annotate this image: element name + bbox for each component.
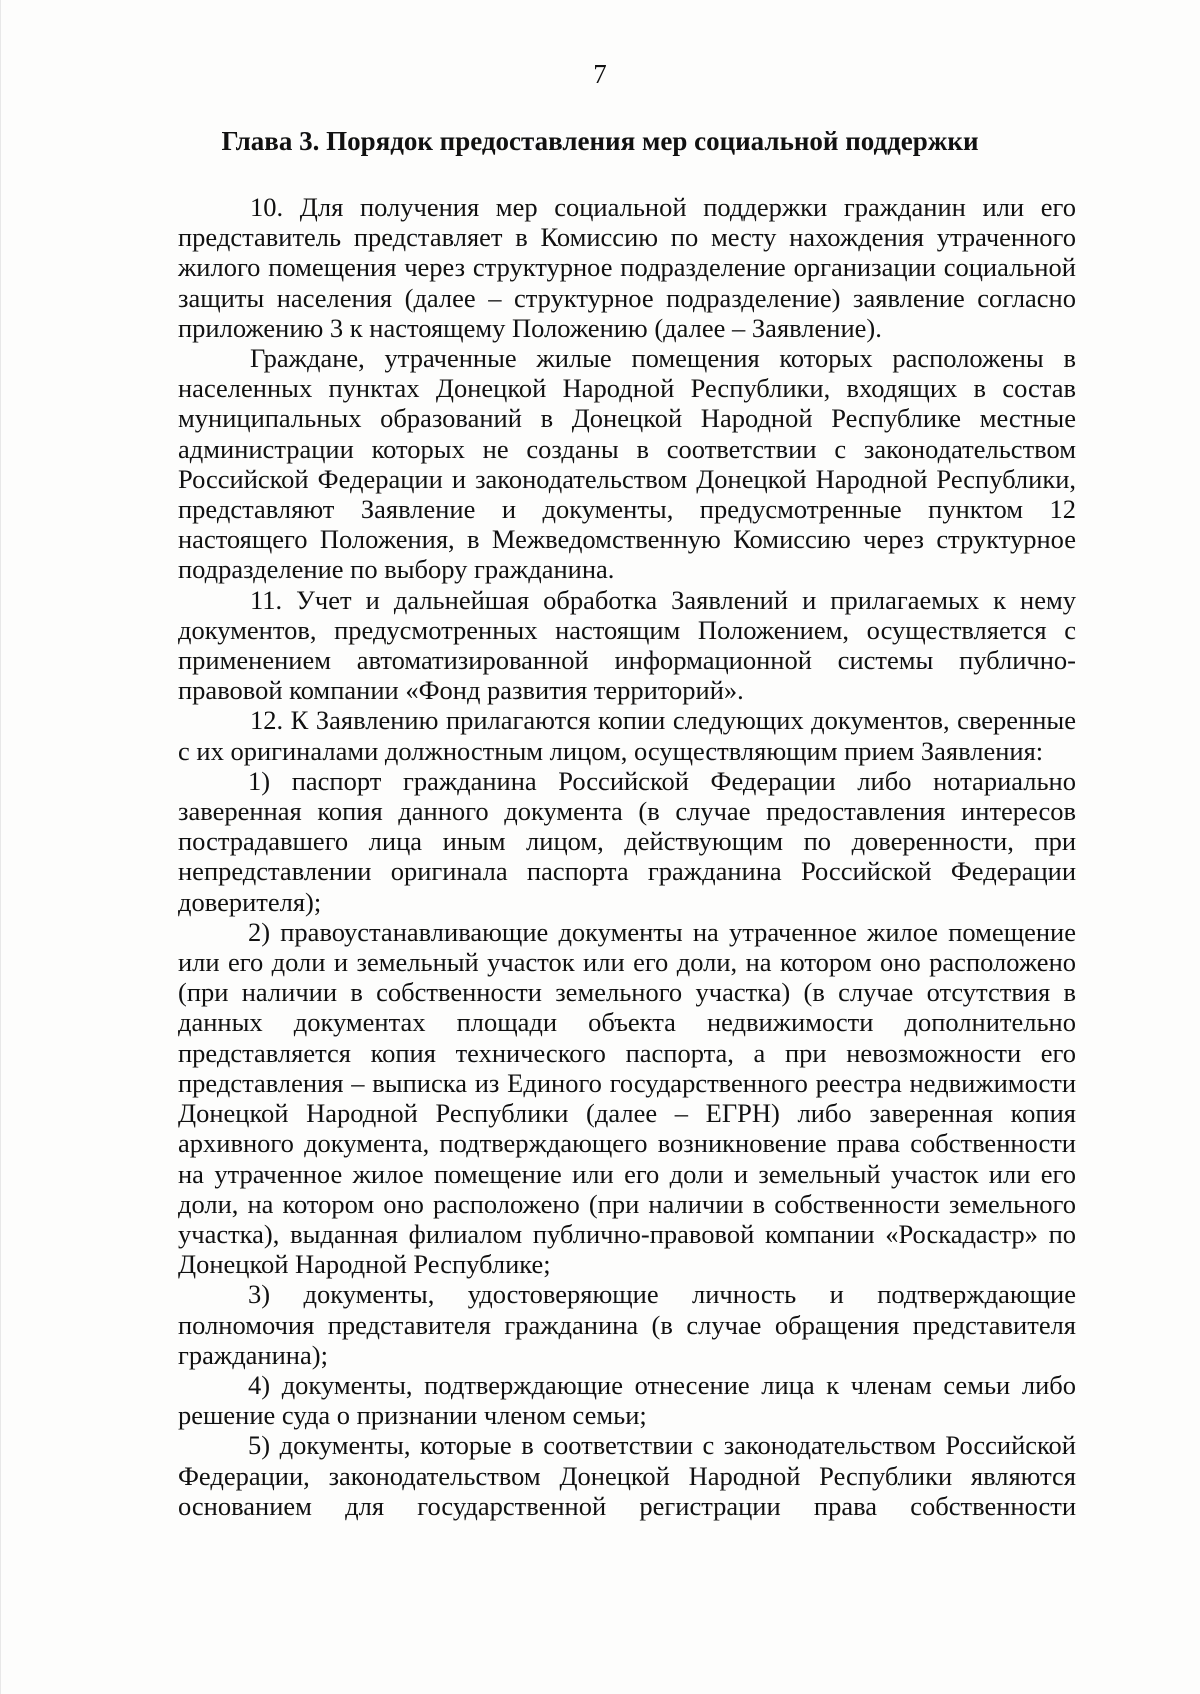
- chapter-title: Глава 3. Порядок предоставления мер социальной поддержки: [221, 126, 979, 156]
- list-item-1-passport: 1) паспорт гражданина Российской Федерации либо нотариально заверенная копия данного документа (в случае предоставления интересов пострадавшего лица иным лицом, действующим по доверенности, при непредставлении оригинала паспорта гражданина Российской Федерации доверителя);: [178, 765, 1076, 917]
- paragraph-item-10: 10. Для получения мер социальной поддержки гражданин или его представитель представляет в Комиссию по месту нахождения утраченного жилого помещения через структурное подразделение организации социальной защиты населения (далее – структурное подразделение) заявление согласно приложению 3 к настоящему Положению (далее – Заявление).: [178, 192, 1076, 343]
- list-item-5-registration-documents: 5) документы, которые в соответствии с законодательством Российской Федерации, законодательством Донецкой Народной Республики являются основанием для государственной регистрации права собственности: [178, 1430, 1076, 1521]
- page-number: 7: [593, 59, 607, 89]
- scan-edge-line: [0, 0, 1, 1694]
- list-item-4-family-documents: 4) документы, подтверждающие отнесение лица к членам семьи либо решение суда о признании членом семьи;: [178, 1369, 1076, 1431]
- paragraph-item-11: 11. Учет и дальнейшая обработка Заявлений и прилагаемых к нему документов, предусмотренных настоящим Положением, осуществляется с применением автоматизированной информационной системы публично-правовой компании «Фонд развития территорий».: [178, 584, 1076, 706]
- paragraph-citizens-interagency: Граждане, утраченные жилые помещения которых расположены в населенных пунктах Донецкой Народной Республики, входящих в состав муниципальных образований в Донецкой Народной Республике местные администрации которых не созданы в соответствии с законодательством Российской Федерации и законодательством Донецкой Народной Республики, представляют Заявление и документы, предусмотренные пунктом 12 настоящего Положения, в Межведомственную Комиссию через структурное подразделение по выбору гражданина.: [178, 343, 1076, 585]
- paragraph-item-12: 12. К Заявлению прилагаются копии следующих документов, сверенные с их оригиналами должностным лицом, осуществляющим прием Заявления:: [178, 705, 1076, 766]
- list-item-3-representative-documents: 3) документы, удостоверяющие личность и подтверждающие полномочия представителя гражданина (в случае обращения представителя гражданина);: [178, 1279, 1076, 1370]
- list-item-2-title-documents: 2) правоустанавливающие документы на утраченное жилое помещение или его доли и земельный участок или его доли, на котором оно расположено (при наличии в собственности земельного участка) (в случае отсутствия в данных документах площади объекта недвижимости дополнительно представляется копия технического паспорта, а при невозможности его представления – выписка из Единого государственного реестра недвижимости Донецкой Народной Республики (далее – ЕГРН) либо заверенная копия архивного документа, подтверждающего возникновение права собственности на утраченное жилое помещение или его доли и земельный участок или его доли, на котором оно расположено (при наличии в собственности земельного участка), выданная филиалом публично-правовой компании «Роскадастр» по Донецкой Народной Республике;: [178, 916, 1076, 1280]
- document-body: [178, 192, 1076, 1521]
